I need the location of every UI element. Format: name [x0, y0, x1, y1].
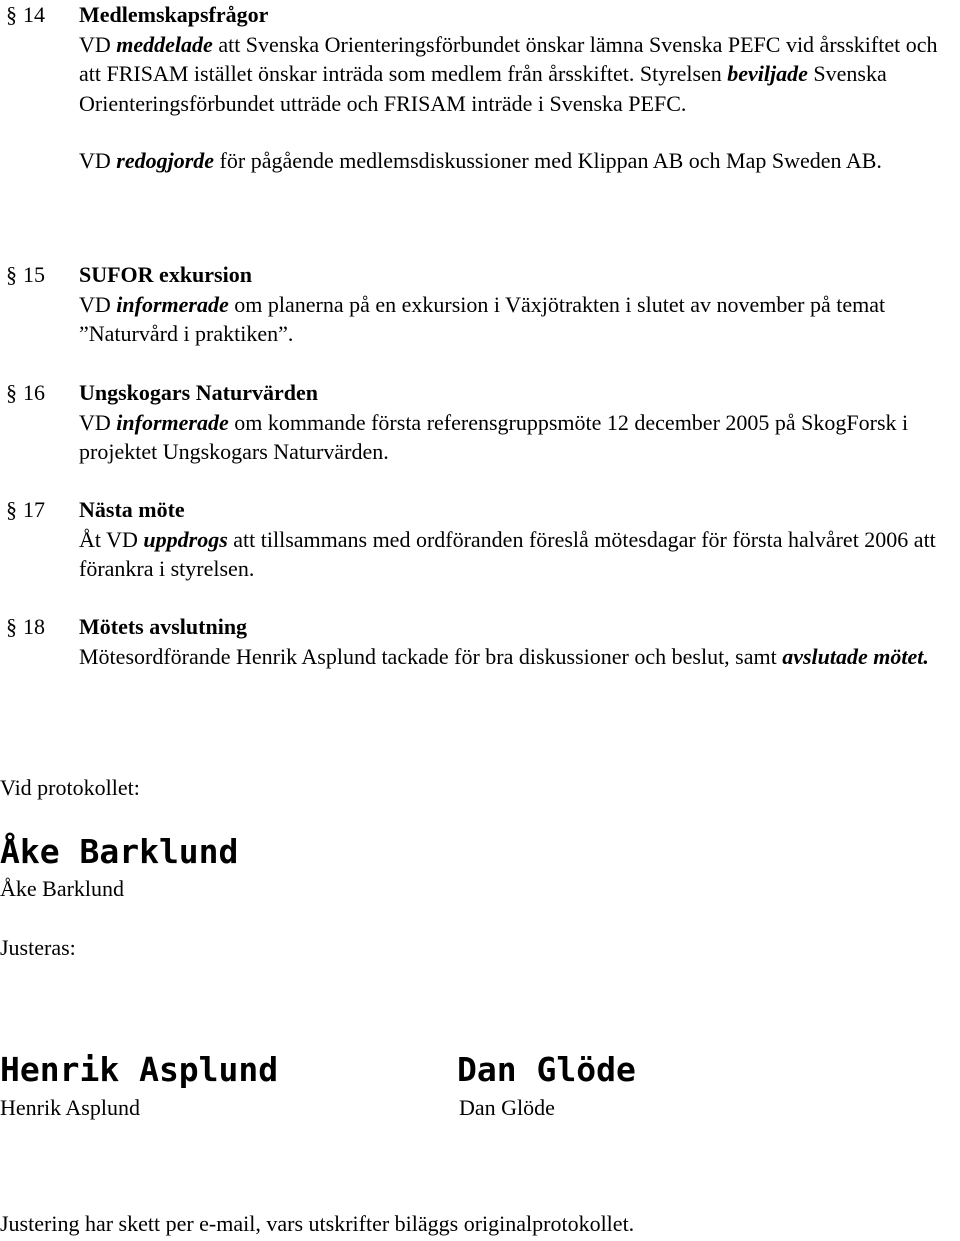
paragraph: [79, 146, 960, 176]
recorder-name: Åke Barklund: [0, 876, 125, 901]
text-run: Mötesordförande Henrik Asplund tackade för bra diskussioner och beslut, samt: [79, 643, 783, 669]
section-symbol: §: [6, 262, 17, 287]
adjuster2-name: Dan Glöde: [459, 1095, 555, 1120]
adjuster2-signature: Dan Glöde: [457, 1050, 636, 1089]
section-14: [0, 0, 960, 176]
text-run: Åt VD: [79, 526, 144, 552]
text-run: om kommande första referensgruppsmöte 12 december 2005 på SkogForsk i projektet Ungskogars Naturvärden.: [79, 409, 909, 464]
adjuster1-signature: Henrik Asplund: [0, 1050, 279, 1089]
section-symbol: §: [6, 380, 17, 405]
section-heading: [0, 260, 960, 290]
text-run: för pågående medlemsdiskussioner med Klippan AB och Map Sweden AB.: [214, 148, 882, 173]
keyword: avslutade mötet.: [782, 643, 929, 669]
section-17: [0, 495, 960, 584]
keyword: redogjorde: [116, 148, 215, 173]
paragraph: [79, 525, 960, 584]
section-heading: [0, 0, 960, 30]
text-run: VD: [79, 31, 117, 57]
section-heading: [0, 495, 960, 525]
section-number: 17: [23, 497, 45, 522]
keyword: meddelade: [116, 31, 213, 57]
text-run: VD: [79, 148, 117, 173]
text-run: att Svenska Orienteringsförbundet önskar lämna Svenska PEFC vid årsskiftet och att FRISAM istället önskar inträda som medlem från årsskiftet. Styrelsen: [79, 31, 938, 86]
section-18: [0, 612, 960, 671]
section-symbol: §: [6, 497, 17, 522]
section-body: [79, 30, 960, 176]
keyword: beviljade: [727, 61, 808, 86]
paragraph: [79, 290, 960, 349]
paragraph: [79, 30, 960, 119]
section-title: SUFOR exkursion: [79, 262, 252, 287]
keyword: informerade: [116, 291, 229, 317]
section-heading: [0, 378, 960, 408]
section-16: [0, 378, 960, 467]
text-run: Svenska Orienteringsförbundet utträde och FRISAM inträde i Svenska PEFC.: [79, 61, 887, 116]
section-number: 15: [23, 262, 45, 287]
section-symbol: §: [6, 2, 17, 27]
text-run: VD: [79, 409, 117, 435]
section-body: [79, 642, 960, 672]
section-number: 18: [23, 614, 45, 639]
section-title: Ungskogars Naturvärden: [79, 380, 318, 405]
section-title: Nästa möte: [79, 497, 185, 522]
text-run: att tillsammans med ordföranden föreslå mötesdagar för första halvåret 2006 att förankra i styrelsen.: [79, 526, 936, 581]
section-title: Medlemskapsfrågor: [79, 2, 269, 27]
section-title: Mötets avslutning: [79, 614, 248, 639]
adjuster1-name: Henrik Asplund: [0, 1095, 140, 1120]
section-body: [79, 525, 960, 584]
keyword: informerade: [116, 409, 229, 435]
section-symbol: §: [6, 614, 17, 639]
text-run: VD: [79, 291, 117, 317]
section-body: [79, 408, 960, 467]
footer-note: Justering har skett per e-mail, vars utskrifter biläggs originalprotokollet.: [0, 1211, 635, 1236]
paragraph: [79, 408, 960, 467]
adjusters-label: Justeras:: [0, 935, 76, 960]
section-15: [0, 260, 960, 349]
section-number: 16: [23, 380, 45, 405]
recorder-label: Vid protokollet:: [0, 775, 140, 800]
text-run: om planerna på en exkursion i Växjötrakten i slutet av november på temat ”Naturvård i praktiken”.: [79, 291, 886, 346]
section-number: 14: [23, 2, 45, 27]
recorder-signature: Åke Barklund: [0, 832, 239, 871]
paragraph: [79, 642, 960, 672]
section-heading: [0, 612, 960, 642]
keyword: uppdrogs: [143, 526, 228, 552]
section-body: [79, 290, 960, 349]
